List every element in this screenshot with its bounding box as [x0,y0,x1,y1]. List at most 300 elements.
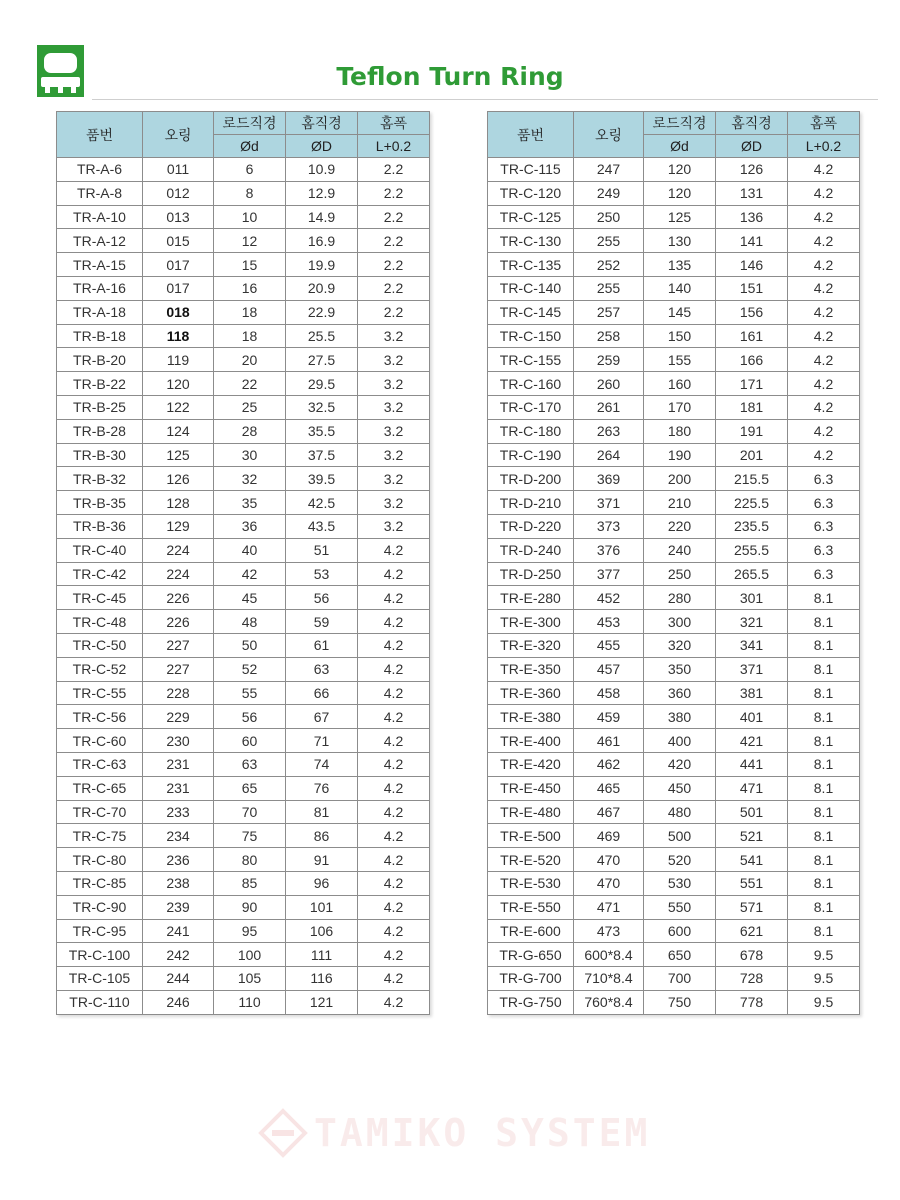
groove-diameter-cell: 421 [716,729,788,753]
groove-width-cell: 8.1 [788,895,860,919]
table-row [57,848,430,872]
oring-cell: 263 [574,419,644,443]
part-number-cell: TR-E-360 [488,681,574,705]
part-number-cell: TR-D-210 [488,491,574,515]
groove-width-cell: 3.2 [358,372,430,396]
groove-width-cell: 6.3 [788,514,860,538]
part-number-cell: TR-D-250 [488,562,574,586]
groove-width-cell: 3.2 [358,467,430,491]
groove-width-cell: 2.2 [358,253,430,277]
part-number-cell: TR-D-240 [488,538,574,562]
part-number-cell: TR-E-450 [488,776,574,800]
oring-cell: 231 [143,752,214,776]
table-row [488,657,860,681]
oring-cell: 600*8.4 [574,943,644,967]
groove-diameter-cell: 215.5 [716,467,788,491]
rod-diameter-cell: 150 [644,324,716,348]
groove-diameter-cell: 111 [286,943,358,967]
table-row [57,586,430,610]
rod-diameter-cell: 350 [644,657,716,681]
spec-table-left [56,111,430,1015]
groove-diameter-cell: 16.9 [286,229,358,253]
page-title: Teflon Turn Ring [336,62,564,91]
col-groove-symbol: ØD [716,135,788,158]
rod-diameter-cell: 145 [644,300,716,324]
rod-diameter-cell: 300 [644,610,716,634]
table-row [488,300,860,324]
part-number-cell: TR-C-190 [488,443,574,467]
rod-diameter-cell: 400 [644,729,716,753]
rod-diameter-cell: 700 [644,967,716,991]
part-number-cell: TR-C-100 [57,943,143,967]
table-row [57,158,430,182]
groove-diameter-cell: 126 [716,158,788,182]
rod-diameter-cell: 280 [644,586,716,610]
groove-diameter-cell: 51 [286,538,358,562]
part-number-cell: TR-E-400 [488,729,574,753]
groove-width-cell: 8.1 [788,705,860,729]
rod-diameter-cell: 20 [214,348,286,372]
groove-width-cell: 4.2 [788,253,860,277]
groove-diameter-cell: 81 [286,800,358,824]
table-row [488,158,860,182]
part-number-cell: TR-B-36 [57,514,143,538]
oring-cell: 457 [574,657,644,681]
watermark-logo-icon [258,1108,308,1158]
groove-width-cell: 4.2 [358,538,430,562]
oring-cell: 229 [143,705,214,729]
groove-width-cell: 8.1 [788,729,860,753]
rod-diameter-cell: 130 [644,229,716,253]
oring-cell: 015 [143,229,214,253]
col-oring: 오링 [574,112,644,158]
oring-cell: 459 [574,705,644,729]
rod-diameter-cell: 55 [214,681,286,705]
table-row [57,229,430,253]
oring-cell: 377 [574,562,644,586]
groove-diameter-cell: 201 [716,443,788,467]
groove-width-cell: 4.2 [358,610,430,634]
part-number-cell: TR-C-120 [488,181,574,205]
groove-diameter-cell: 116 [286,967,358,991]
table-row [57,776,430,800]
rod-diameter-cell: 135 [644,253,716,277]
table-row [488,871,860,895]
groove-diameter-cell: 27.5 [286,348,358,372]
groove-diameter-cell: 59 [286,610,358,634]
part-number-cell: TR-C-110 [57,990,143,1014]
groove-width-cell: 4.2 [788,419,860,443]
rod-diameter-cell: 80 [214,848,286,872]
table-row [488,324,860,348]
groove-width-cell: 4.2 [358,657,430,681]
rod-diameter-cell: 160 [644,372,716,396]
oring-cell: 760*8.4 [574,990,644,1014]
table-row [488,586,860,610]
groove-diameter-cell: 136 [716,205,788,229]
col-rod-symbol: Ød [214,135,286,158]
groove-width-cell: 8.1 [788,586,860,610]
groove-diameter-cell: 151 [716,276,788,300]
table-row [488,705,860,729]
rod-diameter-cell: 750 [644,990,716,1014]
part-number-cell: TR-E-550 [488,895,574,919]
oring-cell: 224 [143,562,214,586]
groove-width-cell: 6.3 [788,562,860,586]
col-rod-symbol: Ød [644,135,716,158]
rod-diameter-cell: 600 [644,919,716,943]
oring-cell: 126 [143,467,214,491]
rod-diameter-cell: 480 [644,800,716,824]
table-row [57,348,430,372]
table-row [488,229,860,253]
table-row [57,467,430,491]
oring-cell: 129 [143,514,214,538]
part-number-cell: TR-C-150 [488,324,574,348]
rod-diameter-cell: 60 [214,729,286,753]
oring-cell: 261 [574,395,644,419]
rod-diameter-cell: 140 [644,276,716,300]
groove-width-cell: 9.5 [788,943,860,967]
groove-width-cell: 8.1 [788,919,860,943]
rod-diameter-cell: 70 [214,800,286,824]
col-groove-width: 홈폭 [358,112,430,135]
table-row [57,562,430,586]
part-number-cell: TR-C-55 [57,681,143,705]
oring-cell: 125 [143,443,214,467]
oring-cell: 012 [143,181,214,205]
groove-diameter-cell: 321 [716,610,788,634]
oring-cell: 453 [574,610,644,634]
oring-cell: 252 [574,253,644,277]
rod-diameter-cell: 380 [644,705,716,729]
part-number-cell: TR-E-530 [488,871,574,895]
rod-diameter-cell: 220 [644,514,716,538]
groove-width-cell: 8.1 [788,681,860,705]
col-oring: 오링 [143,112,214,158]
groove-diameter-cell: 501 [716,800,788,824]
groove-diameter-cell: 101 [286,895,358,919]
table-row [57,538,430,562]
rod-diameter-cell: 35 [214,491,286,515]
part-number-cell: TR-A-18 [57,300,143,324]
groove-width-cell: 4.2 [358,800,430,824]
groove-width-cell: 4.2 [358,943,430,967]
table-row [488,443,860,467]
rod-diameter-cell: 30 [214,443,286,467]
groove-diameter-cell: 521 [716,824,788,848]
part-number-cell: TR-C-170 [488,395,574,419]
groove-diameter-cell: 20.9 [286,276,358,300]
part-number-cell: TR-B-35 [57,491,143,515]
groove-width-cell: 6.3 [788,491,860,515]
groove-diameter-cell: 401 [716,705,788,729]
groove-width-cell: 9.5 [788,967,860,991]
part-number-cell: TR-E-420 [488,752,574,776]
groove-diameter-cell: 39.5 [286,467,358,491]
rod-diameter-cell: 32 [214,467,286,491]
groove-width-cell: 4.2 [788,300,860,324]
part-number-cell: TR-C-52 [57,657,143,681]
groove-diameter-cell: 191 [716,419,788,443]
groove-width-cell: 4.2 [788,276,860,300]
part-number-cell: TR-B-18 [57,324,143,348]
groove-width-cell: 8.1 [788,633,860,657]
rod-diameter-cell: 40 [214,538,286,562]
oring-cell: 452 [574,586,644,610]
rod-diameter-cell: 90 [214,895,286,919]
groove-diameter-cell: 19.9 [286,253,358,277]
groove-diameter-cell: 551 [716,871,788,895]
groove-width-cell: 4.2 [358,824,430,848]
table-row [57,205,430,229]
col-part-number: 품번 [57,112,143,158]
part-number-cell: TR-C-130 [488,229,574,253]
part-number-cell: TR-C-160 [488,372,574,396]
oring-cell: 239 [143,895,214,919]
part-number-cell: TR-C-40 [57,538,143,562]
part-number-cell: TR-B-25 [57,395,143,419]
groove-width-cell: 8.1 [788,776,860,800]
rod-diameter-cell: 520 [644,848,716,872]
part-number-cell: TR-B-30 [57,443,143,467]
rod-diameter-cell: 18 [214,300,286,324]
oring-cell: 244 [143,967,214,991]
groove-diameter-cell: 91 [286,848,358,872]
table-row [57,514,430,538]
part-number-cell: TR-C-80 [57,848,143,872]
oring-cell: 471 [574,895,644,919]
part-number-cell: TR-C-180 [488,419,574,443]
part-number-cell: TR-E-300 [488,610,574,634]
table-row [57,657,430,681]
oring-cell: 226 [143,586,214,610]
groove-diameter-cell: 541 [716,848,788,872]
watermark [258,1108,650,1158]
groove-width-cell: 2.2 [358,181,430,205]
oring-cell: 470 [574,871,644,895]
oring-cell: 238 [143,871,214,895]
rod-diameter-cell: 250 [644,562,716,586]
spec-table-right [487,111,860,1015]
groove-width-cell: 4.2 [788,395,860,419]
rod-diameter-cell: 63 [214,752,286,776]
part-number-cell: TR-C-105 [57,967,143,991]
groove-width-cell: 8.1 [788,800,860,824]
groove-width-cell: 3.2 [358,491,430,515]
rod-diameter-cell: 12 [214,229,286,253]
groove-width-cell: 2.2 [358,300,430,324]
groove-diameter-cell: 56 [286,586,358,610]
part-number-cell: TR-C-65 [57,776,143,800]
part-number-cell: TR-A-12 [57,229,143,253]
oring-cell: 227 [143,633,214,657]
oring-cell: 017 [143,276,214,300]
table-row [57,372,430,396]
groove-width-cell: 4.2 [788,348,860,372]
title-divider [92,99,878,100]
table-row [57,633,430,657]
rod-diameter-cell: 530 [644,871,716,895]
groove-width-cell: 3.2 [358,395,430,419]
oring-cell: 122 [143,395,214,419]
rod-diameter-cell: 16 [214,276,286,300]
table-row [57,895,430,919]
part-number-cell: TR-C-60 [57,729,143,753]
oring-cell: 376 [574,538,644,562]
groove-diameter-cell: 225.5 [716,491,788,515]
groove-width-cell: 3.2 [358,443,430,467]
oring-cell: 260 [574,372,644,396]
table-row [57,681,430,705]
groove-width-cell: 8.1 [788,848,860,872]
oring-cell: 259 [574,348,644,372]
part-number-cell: TR-D-220 [488,514,574,538]
oring-cell: 233 [143,800,214,824]
table-row [57,871,430,895]
rod-diameter-cell: 120 [644,158,716,182]
rod-diameter-cell: 360 [644,681,716,705]
table-row [488,276,860,300]
groove-diameter-cell: 43.5 [286,514,358,538]
groove-diameter-cell: 61 [286,633,358,657]
oring-cell: 469 [574,824,644,848]
groove-diameter-cell: 53 [286,562,358,586]
col-rod-diameter: 로드직경 [214,112,286,135]
rod-diameter-cell: 65 [214,776,286,800]
groove-width-cell: 4.2 [358,681,430,705]
part-number-cell: TR-C-95 [57,919,143,943]
rod-diameter-cell: 50 [214,633,286,657]
oring-cell: 257 [574,300,644,324]
table-row [57,491,430,515]
oring-cell: 255 [574,276,644,300]
rod-diameter-cell: 85 [214,871,286,895]
groove-diameter-cell: 181 [716,395,788,419]
groove-width-cell: 2.2 [358,276,430,300]
rod-diameter-cell: 110 [214,990,286,1014]
rod-diameter-cell: 420 [644,752,716,776]
table-row [57,443,430,467]
oring-cell: 455 [574,633,644,657]
groove-diameter-cell: 67 [286,705,358,729]
groove-diameter-cell: 728 [716,967,788,991]
table-row [488,729,860,753]
table-row [488,824,860,848]
oring-cell: 250 [574,205,644,229]
oring-cell: 462 [574,752,644,776]
table-row [488,752,860,776]
part-number-cell: TR-C-56 [57,705,143,729]
groove-diameter-cell: 12.9 [286,181,358,205]
oring-cell: 373 [574,514,644,538]
oring-cell: 258 [574,324,644,348]
part-number-cell: TR-C-75 [57,824,143,848]
groove-diameter-cell: 166 [716,348,788,372]
rod-diameter-cell: 6 [214,158,286,182]
oring-cell: 255 [574,229,644,253]
groove-width-cell: 4.2 [358,967,430,991]
oring-cell: 227 [143,657,214,681]
col-width-symbol: L+0.2 [788,135,860,158]
groove-width-cell: 4.2 [358,871,430,895]
groove-width-cell: 2.2 [358,229,430,253]
table-row [57,181,430,205]
part-number-cell: TR-C-45 [57,586,143,610]
groove-diameter-cell: 778 [716,990,788,1014]
part-number-cell: TR-E-320 [488,633,574,657]
oring-cell: 241 [143,919,214,943]
table-row [488,610,860,634]
groove-width-cell: 4.2 [788,181,860,205]
groove-diameter-cell: 76 [286,776,358,800]
table-row [57,253,430,277]
rod-diameter-cell: 120 [644,181,716,205]
part-number-cell: TR-E-600 [488,919,574,943]
part-number-cell: TR-B-28 [57,419,143,443]
table-row [488,681,860,705]
table-row [488,562,860,586]
table-row [57,824,430,848]
col-groove-diameter: 홈직경 [286,112,358,135]
groove-width-cell: 4.2 [788,229,860,253]
col-width-symbol: L+0.2 [358,135,430,158]
groove-diameter-cell: 35.5 [286,419,358,443]
rod-diameter-cell: 180 [644,419,716,443]
groove-diameter-cell: 14.9 [286,205,358,229]
groove-diameter-cell: 156 [716,300,788,324]
table-row [488,205,860,229]
groove-diameter-cell: 29.5 [286,372,358,396]
oring-cell: 226 [143,610,214,634]
groove-diameter-cell: 121 [286,990,358,1014]
table-row [57,419,430,443]
groove-width-cell: 3.2 [358,348,430,372]
table-row [488,395,860,419]
oring-cell: 470 [574,848,644,872]
table-row [488,776,860,800]
oring-cell: 120 [143,372,214,396]
oring-cell: 234 [143,824,214,848]
groove-width-cell: 8.1 [788,657,860,681]
part-number-cell: TR-C-85 [57,871,143,895]
col-groove-width: 홈폭 [788,112,860,135]
part-number-cell: TR-G-650 [488,943,574,967]
part-number-cell: TR-C-155 [488,348,574,372]
groove-diameter-cell: 441 [716,752,788,776]
table-row [488,253,860,277]
table-row [57,324,430,348]
groove-width-cell: 4.2 [358,776,430,800]
part-number-cell: TR-G-700 [488,967,574,991]
oring-cell: 228 [143,681,214,705]
groove-diameter-cell: 161 [716,324,788,348]
groove-width-cell: 4.2 [788,443,860,467]
oring-cell: 236 [143,848,214,872]
table-row [488,348,860,372]
table-row [488,467,860,491]
groove-diameter-cell: 106 [286,919,358,943]
rod-diameter-cell: 48 [214,610,286,634]
oring-cell: 230 [143,729,214,753]
oring-cell: 710*8.4 [574,967,644,991]
groove-width-cell: 8.1 [788,752,860,776]
groove-diameter-cell: 301 [716,586,788,610]
groove-width-cell: 4.2 [358,705,430,729]
oring-cell: 246 [143,990,214,1014]
table-row [488,372,860,396]
oring-cell: 473 [574,919,644,943]
